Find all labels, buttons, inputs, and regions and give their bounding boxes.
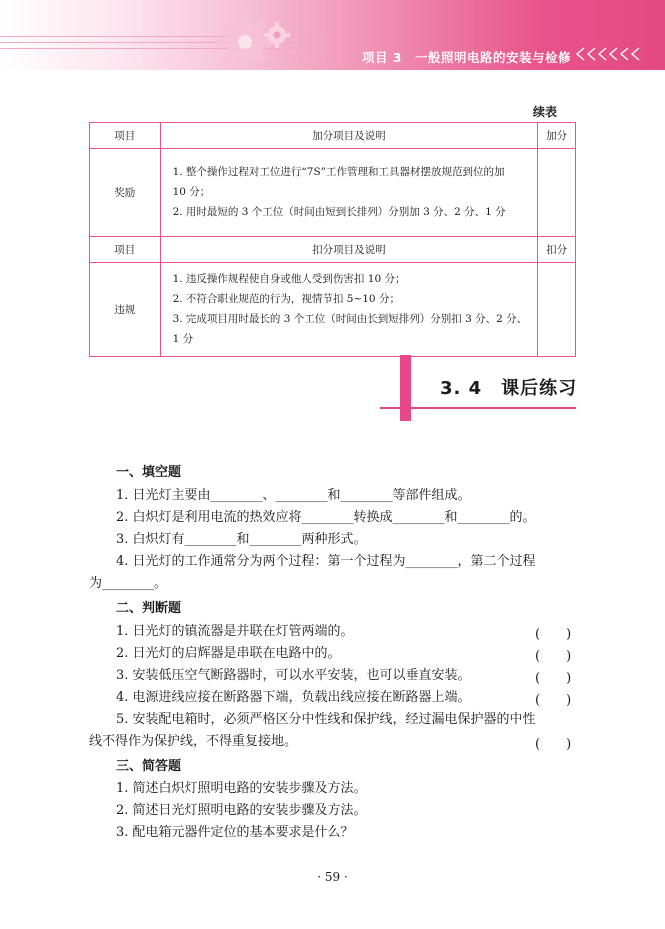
fill-blank-question: 1. 日光灯主要由________、________和________等部件组成。 [116,488,471,503]
bonus-item: 1. 整个操作过程对工位进行“7S”工作管理和工具器材摆放规范到位的加 [172,165,505,178]
short-answer-question: 2. 简述日光灯照明电路的安装步骤及方法。 [116,803,367,818]
fill-blank-question: 2. 白炽灯是利用电流的热效应将________转换成________和________的。 [116,510,536,525]
penalty-item: 1 分 [172,332,194,345]
header-item: 项目 [90,123,161,149]
scoring-table [89,122,576,357]
true-false-question: 5. 安装配电箱时，必须严格区分中性线和保护线，经过漏电保护器的中性 [116,712,536,727]
section-underline [380,407,576,409]
true-false-question-cont: 线不得作为保护线，不得重复接地。 [89,734,298,749]
bonus-points-cell [538,149,576,237]
fill-blank-heading: 一、填空题 [116,465,182,480]
page-number: · 59 · [317,870,348,884]
true-false-question: 4. 电源进线应接在断路器下端，负载出线应接在断路器上端。 [116,690,471,705]
true-false-question: 1. 日光灯的镇流器是并联在灯管两端的。 [116,624,354,639]
header-bonus-desc: 加分项目及说明 [160,123,538,149]
bonus-header-row [90,123,576,149]
continued-table-label: 续表 [533,105,558,119]
answer-parentheses: ( ) [535,671,572,686]
bonus-description [160,149,538,237]
true-false-question: 3. 安装低压空气断路器时，可以水平安装，也可以垂直安装。 [116,668,471,683]
penalty-points-cell [538,263,576,357]
chevron-left-decor-icon [575,46,645,62]
penalty-item: 2. 不符合职业规范的行为，视情节扣 5~10 分； [172,292,400,305]
fill-blank-question: 4. 日光灯的工作通常分为两个过程：第一个过程为________，第二个过程 [116,554,536,569]
true-false-question: 2. 日光灯的启辉器是串联在电路中的。 [116,646,341,661]
penalty-header-row [90,237,576,263]
penalty-row [90,263,576,357]
penalty-label: 违规 [90,263,161,357]
penalty-description [160,263,538,357]
small-gear-icon [262,20,292,50]
header-penalty-points: 扣分 [538,237,576,263]
fill-blank-question: 3. 白炽灯有________和________两种形式。 [116,532,367,547]
bonus-item: 10 分； [172,185,211,198]
answer-parentheses: ( ) [535,627,572,642]
answer-parentheses: ( ) [535,649,572,664]
chapter-title: 项目 3 一般照明电路的安装与检修 [361,50,571,65]
header-bonus-points: 加分 [538,123,576,149]
answer-parentheses: ( ) [535,693,572,708]
header-penalty-desc: 扣分项目及说明 [160,237,538,263]
page-header [0,0,665,70]
section-accent-bar [400,355,411,421]
section-title: 3. 4 课后练习 [440,378,578,399]
bonus-label: 奖励 [90,149,161,237]
header-item: 项目 [90,237,161,263]
short-answer-heading: 三、简答题 [116,759,182,774]
short-answer-question: 1. 简述白炽灯照明电路的安装步骤及方法。 [116,781,367,796]
answer-parentheses: ( ) [535,737,572,752]
bonus-item: 2. 用时最短的 3 个工位（时间由短到长排列）分别加 3 分、2 分、1 分 [172,205,506,218]
bonus-row [90,149,576,237]
penalty-item: 1. 违反操作规程使自身或他人受到伤害扣 10 分； [172,272,406,285]
true-false-heading: 二、判断题 [116,601,182,616]
fill-blank-question-cont: 为________。 [89,576,168,591]
short-answer-question: 3. 配电箱元器件定位的基本要求是什么？ [116,825,354,840]
penalty-item: 3. 完成项目用时最长的 3 个工位（时间由长到短排列）分别扣 3 分、2 分、 [172,312,528,325]
